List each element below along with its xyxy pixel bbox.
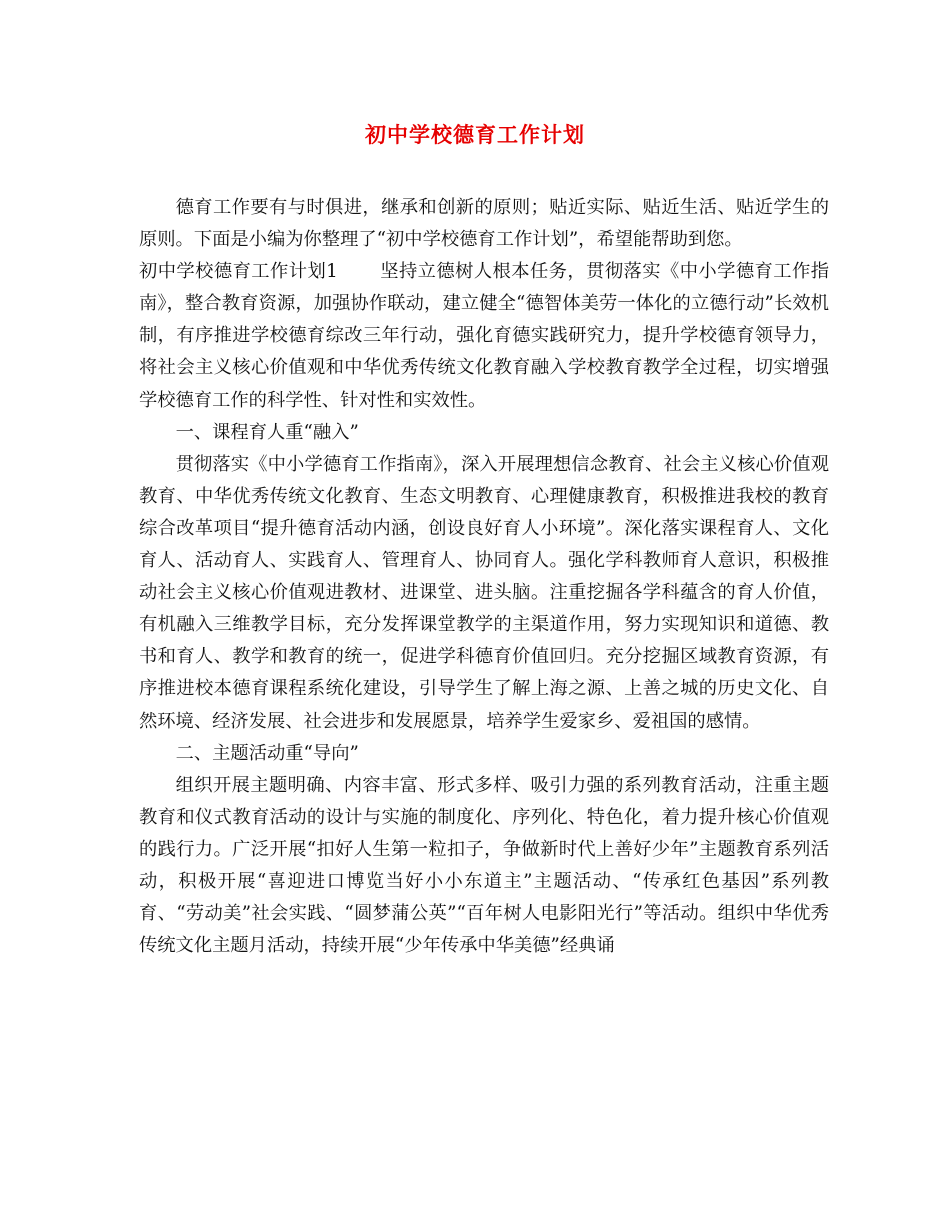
heading-1: 一、课程育人重“融入” <box>175 421 359 443</box>
paragraph-1: 贯彻落实《中小学德育工作指南》，深入开展理想信念教育、社会主义核心价值观教育、中华优秀传统文化教育、生态文明教育、心理健康教育，积极推进我校的教育综合改革项目“提升德育活动内涵，创设良好育人小环境”。深化落实课程育人、文化育人、活动育人、实践育人、管理育人、协同育人。强化学科教师育人意识，积极推动社会主义核心价值观进教材、进课堂、进头脑。注重挖掘各学科蕴含的育人价值，有机融入三维教学目标，充分发挥课堂教学的主渠道作用，努力实现知识和道德、教书和育人、教学和教育的统一，促进学科德育价值回归。充分挖掘区域教育资源，有序推进校本德育课程系统化建设，引导学生了解上海之源、上善之城的历史文化、自然环境、经济发展、社会进步和发展愿景，培养学生爱家乡、爱祖国的感情。 <box>139 453 829 732</box>
heading-2: 二、主题活动重“导向” <box>175 742 359 764</box>
document-title: 初中学校德育工作计划 <box>365 122 585 147</box>
section-paragraph <box>139 256 829 416</box>
section-lead: 坚持立德树人根本任务，贯彻落实《中小学德育工作指南》，整合教育资源，加强协作联动，建立健全“德智体美劳一体化的立德行动”长效机制，有序推进学校德育综改三年行动，强化育德实践研究力，提升学校德育领导力，将社会主义核心价值观和中华优秀传统文化教育融入学校教育教学全过程，切实增强学校德育工作的科学性、针对性和实效性。 <box>139 261 829 411</box>
section-label: 初中学校德育工作计划1 <box>139 261 338 283</box>
document-body <box>139 192 829 962</box>
paragraph-2: 组织开展主题明确、内容丰富、形式多样、吸引力强的系列教育活动，注重主题教育和仪式教育活动的设计与实施的制度化、序列化、特色化，着力提升核心价值观的践行力。广泛开展“扣好人生第一粒扣子，争做新时代上善好少年”主题教育系列活动，积极开展“喜迎进口博览当好小小东道主”主题活动、“传承红色基因”系列教育、“劳动美”社会实践、“圆梦蒲公英”“百年树人电影阳光行”等活动。组织中华优秀传统文化主题月活动，持续开展“少年传承中华美德”经典诵 <box>139 774 829 957</box>
intro-paragraph: 德育工作要有与时俱进，继承和创新的原则；贴近实际、贴近生活、贴近学生的原则。下面是小编为你整理了“初中学校德育工作计划”，希望能帮助到您。 <box>139 197 829 251</box>
